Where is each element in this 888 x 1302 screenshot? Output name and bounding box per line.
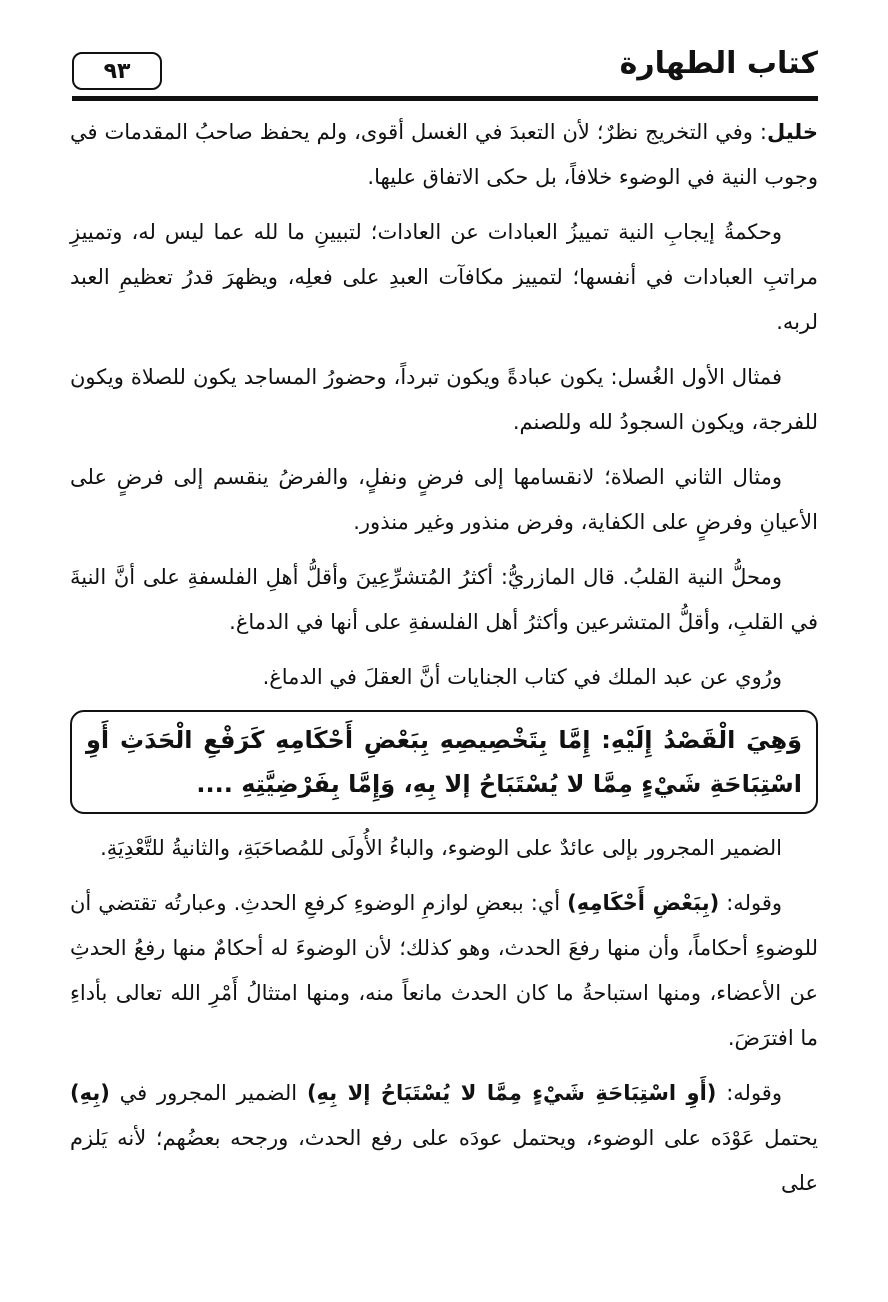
paragraph-9 (70, 1071, 818, 1206)
book-title: كتاب الطهارة (619, 46, 818, 81)
paragraph-2: وحكمةُ إيجابِ النية تمييزُ العبادات عن العادات؛ لتبيينِ ما لله عما ليس له، وتمييزِ مراتبِ العبادات في أنفسها؛ لتمييز مكافآت العبدِ على فعلِه، ويظهرَ قدرُ تعظيمِ العبد لربه. (70, 220, 818, 334)
matn-box: وَهِيَ الْقَصْدُ إِلَيْهِ: إِمَّا بِتَخْصِيصِهِ بِبَعْضِ أَحْكَامِهِ كَرَفْعِ الْحَدَثِ أَوِ اسْتِبَاحَةِ شَيْءٍ مِمَّا لا يُسْتَبَاحُ إلا بِهِ، وَإِمَّا بِفَرْضِيَّتِهِ .... (70, 710, 818, 814)
paragraph-1-text: : وفي التخريج نظرٌ؛ لأن التعبدَ في الغسل أقوى، ولم يحفظ صاحبُ المقدمات في وجوب النية في الوضوء خلافاً، بل حكى الاتفاق عليها. (70, 120, 818, 189)
paragraph-8-text: أي: ببعضِ لوازمِ الوضوءِ كرفعِ الحدثِ. وعبارتُه تقتضي أن للوضوءِ أحكاماً، وأن منها رفعَ الحدث، وهو كذلك؛ لأن الوضوءَ له أحكامٌ منها رفعُ الحدثِ عن الأعضاء، ومنها استباحةُ ما كان الحدث مانعاً منه، ومنها امتثالُ أَمْرِ الله تعالى بأداءِ ما افترَضَ. (70, 891, 818, 1050)
paragraph-3: فمثال الأول الغُسل: يكون عبادةً ويكون تبرداً، وحضورُ المساجد يكون للصلاة ويكون للفرجة، ويكون السجودُ لله وللصنم. (70, 365, 818, 434)
paragraph-9-mid: الضمير المجرور في (109, 1081, 307, 1105)
paragraph-4: ومثال الثاني الصلاة؛ لانقسامها إلى فرضٍ ونفلٍ، والفرضُ ينقسم إلى فرضٍ على الأعيانِ وفرضٍ على الكفاية، وفرض منذور وغير منذور. (70, 465, 818, 534)
paragraph-8-pre: وقوله: (719, 891, 782, 915)
paragraph-1-lead: خليل (766, 120, 818, 144)
paragraph-8-quote: (بِبَعْضِ أَحْكَامِهِ) (567, 891, 720, 915)
page-number: ٩٣ (72, 52, 162, 90)
paragraph-9-quote-2: (بِهِ) (70, 1081, 110, 1105)
paragraph-6: ورُوي عن عبد الملك في كتاب الجنايات أنَّ العقلَ في الدماغ. (262, 665, 782, 689)
paragraph-1 (70, 110, 818, 200)
page-header (72, 44, 818, 98)
paragraph-9-quote-1: (أَوِ اسْتِبَاحَةِ شَيْءٍ مِمَّا لا يُسْتَبَاحُ إلا بِهِ) (306, 1081, 717, 1105)
paragraph-5: ومحلُّ النية القلبُ. قال المازريُّ: أكثرُ المُتشرِّعِينَ وأقلُّ أهلِ الفلسفةِ على أنَّ النيةَ في القلبِ، وأقلُّ المتشرعين وأكثرُ أهل الفلسفةِ على أنها في الدماغ. (70, 565, 818, 634)
paragraph-9-text: يحتمل عَوْدَه على الوضوء، ويحتمل عودَه على رفع الحدث، ورجحه بعضُهم؛ لأنه يَلزم على (70, 1126, 818, 1195)
paragraph-8 (70, 881, 818, 1061)
header-rule (72, 96, 818, 101)
paragraph-7: الضمير المجرور بإلى عائدٌ على الوضوء، والباءُ الأُولَى للمُصاحَبَةِ، والثانيةُ للتَّعْدِيَةِ. (100, 836, 782, 860)
paragraph-9-pre: وقوله: (716, 1081, 782, 1105)
page-body (70, 110, 818, 1216)
